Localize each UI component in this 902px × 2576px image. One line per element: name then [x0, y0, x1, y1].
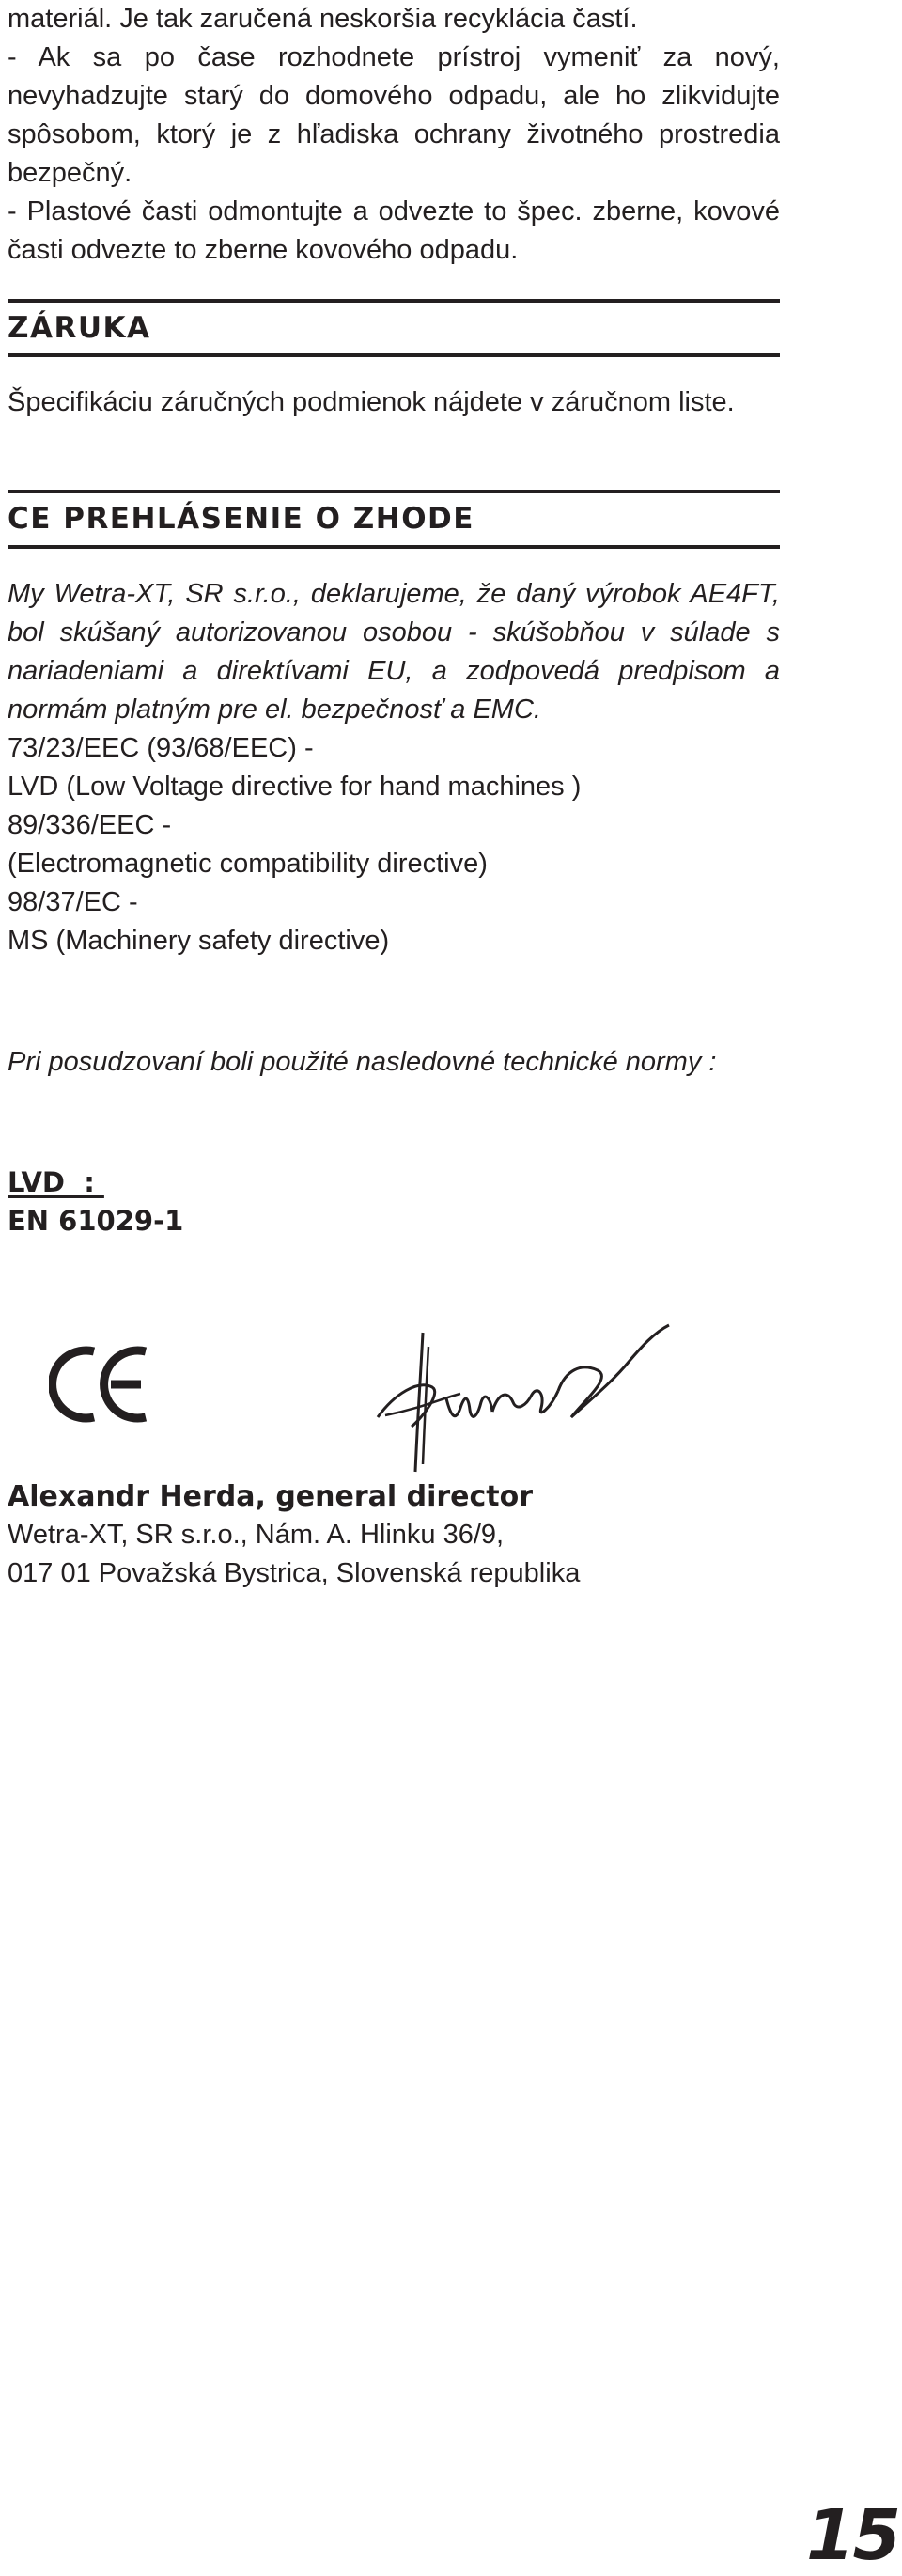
- disposal-line-3: - Plastové časti odmontujte a odvezte to špec. zberne, kovové časti odvezte to zberne kovového odpadu.: [8, 196, 780, 265]
- warranty-section: [8, 383, 780, 422]
- warranty-bottom-rule: [8, 353, 780, 357]
- disposal-section: [8, 0, 780, 270]
- norms-intro: Pri posudzovaní boli použité nasledovné technické normy :: [8, 1047, 717, 1077]
- warranty-text: Špecifikáciu záručných podmienok nájdete v záručnom liste.: [8, 387, 735, 417]
- directive-2: LVD (Low Voltage directive for hand machines ): [8, 772, 582, 802]
- directive-1: 73/23/EEC (93/68/EEC) -: [8, 733, 314, 763]
- conformity-top-rule: [8, 490, 780, 493]
- directive-6: MS (Machinery safety directive): [8, 926, 390, 956]
- lvd-label: LVD :: [8, 1166, 104, 1198]
- ce-mark-logo: [49, 1342, 152, 1427]
- disposal-line-1: materiál. Je tak zaručená neskoršia recyklácia častí.: [8, 4, 638, 34]
- standard-en-61029-1: EN 61029-1: [8, 1205, 184, 1237]
- signatory-company: Wetra-XT, SR s.r.o., Nám. A. Hlinku 36/9,: [8, 1520, 505, 1550]
- directive-4: (Electromagnetic compatibility directive): [8, 849, 488, 879]
- warranty-heading: ZÁRUKA: [8, 311, 151, 345]
- norms-section: [8, 1043, 780, 1082]
- directive-5: 98/37/EC -: [8, 887, 138, 917]
- disposal-line-2: - Ak sa po čase rozhodnete prístroj vymeniť za nový, nevyhadzujte starý do domového odpadu, ale ho zlikvidujte spôsobom, ktorý je z hľadiska ochrany životného prostredia bezpečný.: [8, 42, 780, 188]
- conformity-bottom-rule: [8, 545, 780, 549]
- signatory-address: 017 01 Považská Bystrica, Slovenská republika: [8, 1558, 581, 1588]
- warranty-top-rule: [8, 299, 780, 303]
- conformity-heading: CE PREHLÁSENIE O ZHODE: [8, 502, 474, 536]
- conformity-declaration: My Wetra-XT, SR s.r.o., deklarujeme, že daný výrobok AE4FT, bol skúšaný autorizovanou osobou - skúšobňou v súlade s nariadeniami a direktívami EU, a zodpovedá predpisom a normám platným pre el. bezpečnosť a EMC.: [8, 579, 780, 725]
- signatory-name: Alexandr Herda, general director: [8, 1480, 534, 1513]
- standards-section: [8, 1163, 780, 1241]
- conformity-section: [8, 575, 780, 960]
- directive-3: 89/336/EEC -: [8, 810, 172, 840]
- page-number: 15: [806, 2495, 899, 2576]
- handwritten-signature: [366, 1304, 676, 1474]
- signatory-section: [8, 1477, 780, 1593]
